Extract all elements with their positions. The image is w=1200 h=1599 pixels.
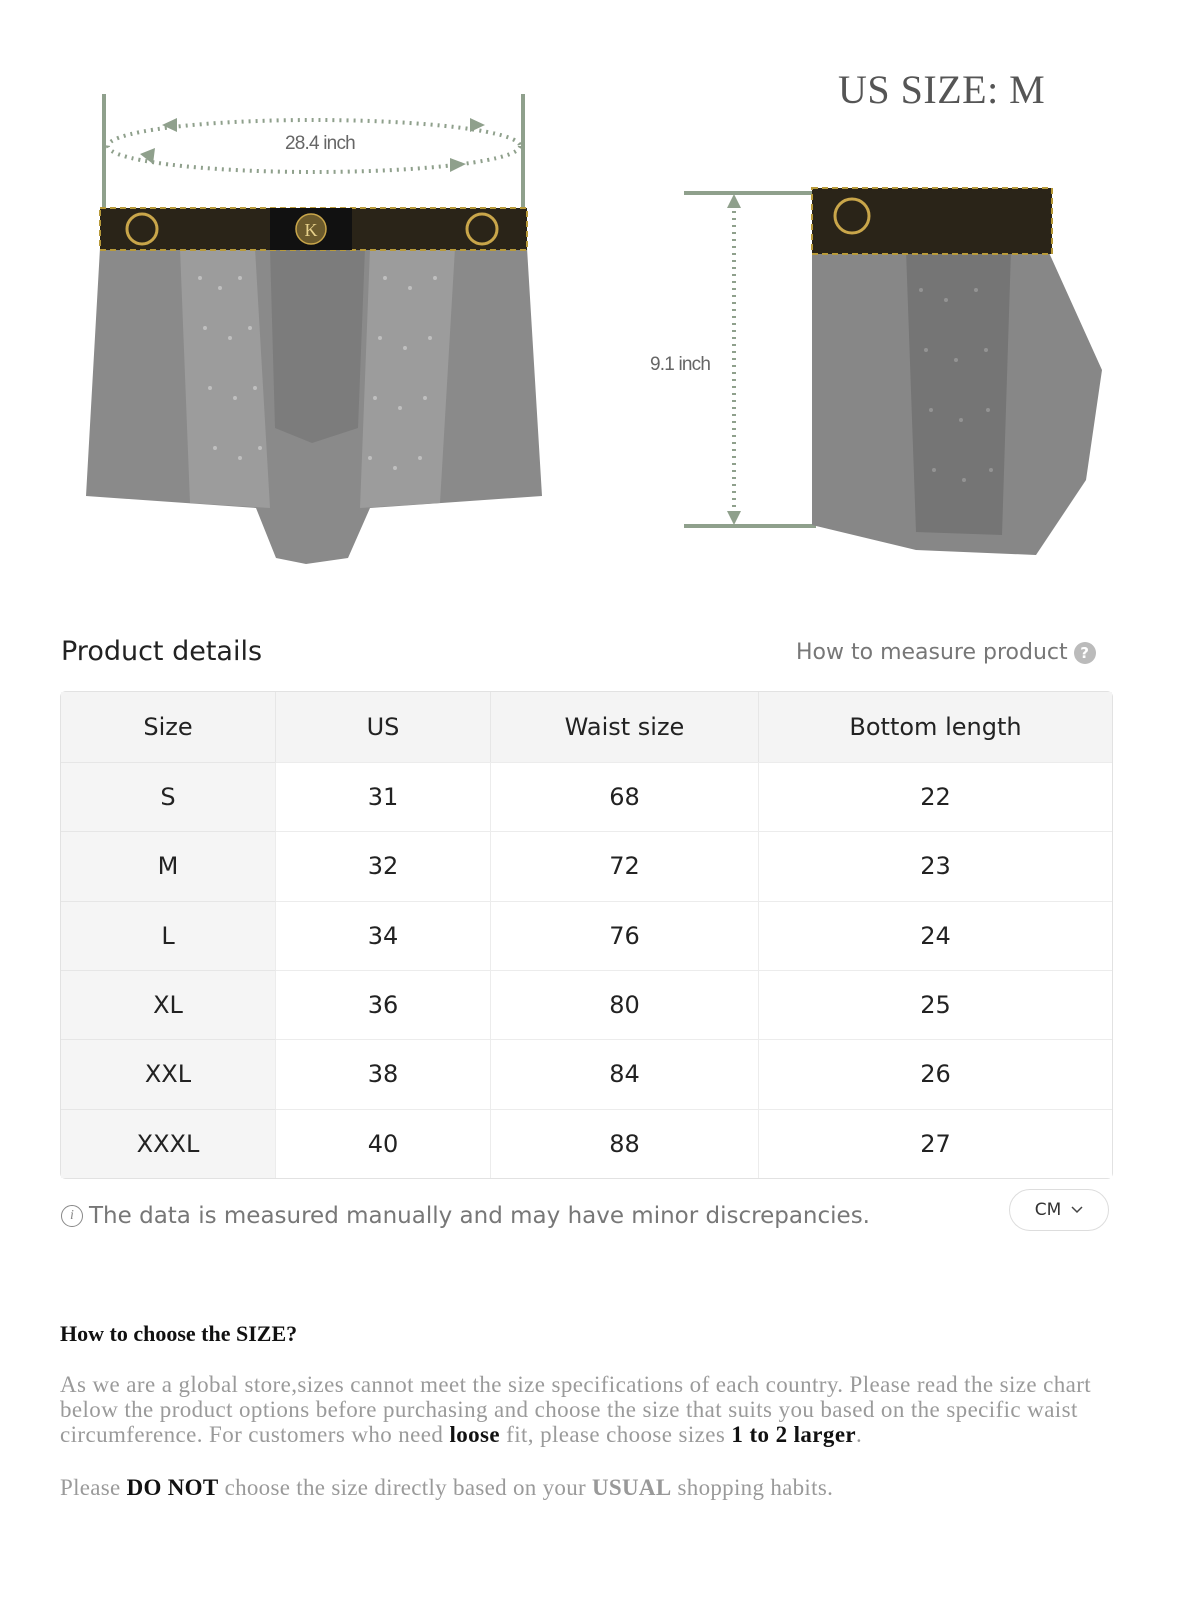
side-view-illustration bbox=[676, 180, 1116, 570]
how-to-measure-link[interactable] bbox=[796, 640, 1096, 665]
guide-emphasis-loose: loose bbox=[449, 1422, 501, 1447]
table-row bbox=[61, 1039, 1112, 1108]
cell-size: L bbox=[61, 901, 276, 970]
cell-us: 36 bbox=[276, 970, 491, 1039]
cell-length: 27 bbox=[759, 1109, 1112, 1178]
cell-us: 34 bbox=[276, 901, 491, 970]
logo-letter: K bbox=[304, 220, 318, 240]
guide-text: choose the size directly based on your bbox=[218, 1475, 593, 1500]
unit-select-value: CM bbox=[1034, 1200, 1062, 1220]
cell-waist: 76 bbox=[491, 901, 759, 970]
header-bottom-length: Bottom length bbox=[759, 692, 1112, 762]
cell-size: XL bbox=[61, 970, 276, 1039]
guide-text: . bbox=[856, 1422, 863, 1447]
length-measure-label: 9.1 inch bbox=[650, 354, 711, 375]
question-icon[interactable]: ? bbox=[1074, 642, 1096, 664]
cell-length: 24 bbox=[759, 901, 1112, 970]
guide-emphasis-larger: 1 to 2 larger bbox=[731, 1422, 857, 1447]
cell-waist: 68 bbox=[491, 762, 759, 831]
table-header-row bbox=[61, 692, 1112, 762]
unit-select[interactable] bbox=[1009, 1189, 1109, 1231]
guide-emphasis-usual: USUAL bbox=[592, 1475, 672, 1500]
cell-us: 40 bbox=[276, 1109, 491, 1178]
guide-text: fit, please choose sizes bbox=[500, 1422, 732, 1447]
waist-measure-label: 28.4 inch bbox=[285, 133, 355, 154]
size-table bbox=[60, 691, 1113, 1179]
guide-text: Please bbox=[60, 1475, 127, 1500]
measurement-note bbox=[61, 1203, 870, 1229]
front-view-illustration bbox=[80, 88, 550, 568]
size-guide-title: How to choose the SIZE? bbox=[60, 1321, 298, 1346]
size-guide-paragraph bbox=[60, 1372, 1135, 1447]
cell-waist: 84 bbox=[491, 1039, 759, 1108]
cell-length: 25 bbox=[759, 970, 1112, 1039]
cell-length: 22 bbox=[759, 762, 1112, 831]
cell-waist: 80 bbox=[491, 970, 759, 1039]
table-row bbox=[61, 1109, 1112, 1178]
cell-length: 26 bbox=[759, 1039, 1112, 1108]
guide-emphasis-donot: DO NOT bbox=[126, 1475, 219, 1500]
cell-us: 38 bbox=[276, 1039, 491, 1108]
cell-us: 32 bbox=[276, 831, 491, 900]
cell-length: 23 bbox=[759, 831, 1112, 900]
header-size: Size bbox=[61, 692, 276, 762]
table-row bbox=[61, 901, 1112, 970]
chevron-down-icon bbox=[1071, 1206, 1083, 1214]
size-guide-warning bbox=[60, 1475, 833, 1501]
cell-waist: 88 bbox=[491, 1109, 759, 1178]
cell-size: XXL bbox=[61, 1039, 276, 1108]
cell-size: M bbox=[61, 831, 276, 900]
table-row bbox=[61, 831, 1112, 900]
guide-text: shopping habits. bbox=[671, 1475, 834, 1500]
guide-text: As we are a global store,sizes cannot meet the size specifications of each country. Please read the size chart below the product options before purchasing and choose the size that suits you based on the specific waist circumference. For customers who need bbox=[60, 1372, 1092, 1447]
info-icon: i bbox=[61, 1205, 83, 1227]
cell-size: XXXL bbox=[61, 1109, 276, 1178]
header-us: US bbox=[276, 692, 491, 762]
cell-waist: 72 bbox=[491, 831, 759, 900]
cell-us: 31 bbox=[276, 762, 491, 831]
table-row bbox=[61, 970, 1112, 1039]
table-row bbox=[61, 762, 1112, 831]
how-to-measure-label: How to measure product bbox=[796, 640, 1068, 665]
header-waist-size: Waist size bbox=[491, 692, 759, 762]
product-details-title: Product details bbox=[61, 636, 263, 667]
measurement-note-text: The data is measured manually and may have minor discrepancies. bbox=[89, 1203, 870, 1229]
cell-size: S bbox=[61, 762, 276, 831]
us-size-label: US SIZE: M bbox=[838, 67, 1046, 112]
